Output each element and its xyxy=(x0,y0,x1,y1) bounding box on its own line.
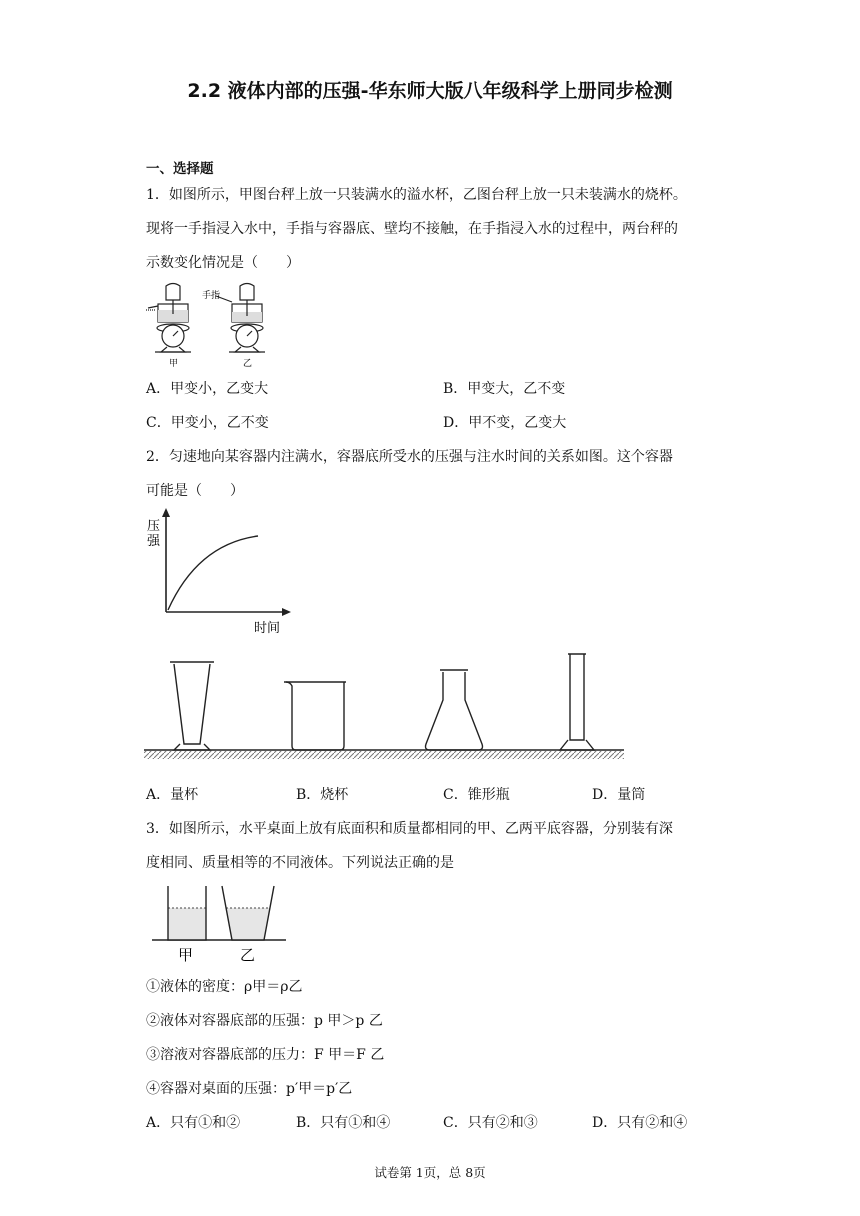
container-yi-label: 乙 xyxy=(240,946,256,964)
q3-option-d[interactable]: D．只有②和④ xyxy=(592,1115,688,1131)
containers-figure xyxy=(144,648,626,762)
left-scale-label: 甲 xyxy=(169,359,179,369)
q2-option-b[interactable]: B．烧杯 xyxy=(296,787,349,803)
q3-option-a[interactable]: A．只有①和② xyxy=(146,1115,241,1131)
q1-option-b[interactable]: B．甲变大，乙不变 xyxy=(443,381,566,397)
container-yi-icon xyxy=(222,886,274,940)
q1-line-1: 1．如图所示，甲图台秤上放一只装满水的溢水杯，乙图台秤上放一只未装满水的烧杯。 xyxy=(146,187,687,203)
q1-option-c[interactable]: C．甲变小，乙不变 xyxy=(146,415,269,431)
graph-xlabel: 时间 xyxy=(254,621,281,636)
pressure-time-graph xyxy=(146,506,298,638)
beaker-scale xyxy=(216,284,265,353)
q2-line-1: 2．匀速地向某容器内注满水，容器底所受水的压强与注水时间的关系如图。这个容器 xyxy=(146,449,673,465)
pressure-curve xyxy=(168,536,258,610)
y-axis-arrow-icon xyxy=(162,508,170,517)
overflow-cup-scale xyxy=(146,284,191,353)
q3-line-1: 3．如图所示，水平桌面上放有底面积和质量都相同的甲、乙两平底容器，分别装有深 xyxy=(146,821,673,837)
conical-flask-icon xyxy=(426,670,483,750)
q3-option-b[interactable]: B．只有①和④ xyxy=(296,1115,391,1131)
q2-option-a[interactable]: A．量杯 xyxy=(146,787,199,803)
q3-option-c[interactable]: C．只有②和③ xyxy=(443,1115,538,1131)
x-axis-arrow-icon xyxy=(282,608,291,616)
right-scale-label: 乙 xyxy=(243,359,253,369)
section-heading: 一、选择题 xyxy=(146,161,214,177)
q2-option-d[interactable]: D．量筒 xyxy=(592,787,646,803)
measuring-cylinder-icon xyxy=(560,654,594,750)
q1-option-d[interactable]: D．甲不变，乙变大 xyxy=(443,415,567,431)
q3-statement-1: ①液体的密度：ρ甲＝ρ乙 xyxy=(146,979,303,995)
q1-line-2: 现将一手指浸入水中，手指与容器底、壁均不接触，在手指浸入水的过程中，两台秤的 xyxy=(146,221,678,237)
q3-statement-2: ②液体对容器底部的压强：p 甲＞p 乙 xyxy=(146,1013,383,1029)
q3-statement-3: ③溶液对容器底部的压力：F 甲＝F 乙 xyxy=(146,1047,385,1063)
q3-containers-figure xyxy=(152,880,288,964)
q3-statement-4: ④容器对桌面的压强：p′甲＝p′乙 xyxy=(146,1081,353,1097)
measuring-cup-icon xyxy=(170,662,214,750)
beaker-icon xyxy=(284,682,346,750)
container-jia-icon xyxy=(168,886,206,940)
container-jia-label: 甲 xyxy=(178,946,194,964)
finger-label: 手指 xyxy=(202,291,221,301)
q2-option-c[interactable]: C．锥形瓶 xyxy=(443,787,510,803)
page-title: 2.2 液体内部的压强-华东师大版八年级科学上册同步检测 xyxy=(187,80,673,102)
q1-line-3: 示数变化情况是（ ） xyxy=(146,255,300,271)
graph-ylabel: 压强 xyxy=(147,519,161,549)
q1-scales-figure xyxy=(146,280,286,372)
page-footer: 试卷第 1页，总 8页 xyxy=(374,1165,486,1180)
q1-option-a[interactable]: A．甲变小，乙变大 xyxy=(146,381,269,397)
q3-line-2: 度相同、质量相等的不同液体。下列说法正确的是 xyxy=(146,855,454,871)
q2-line-2: 可能是（ ） xyxy=(146,483,244,499)
